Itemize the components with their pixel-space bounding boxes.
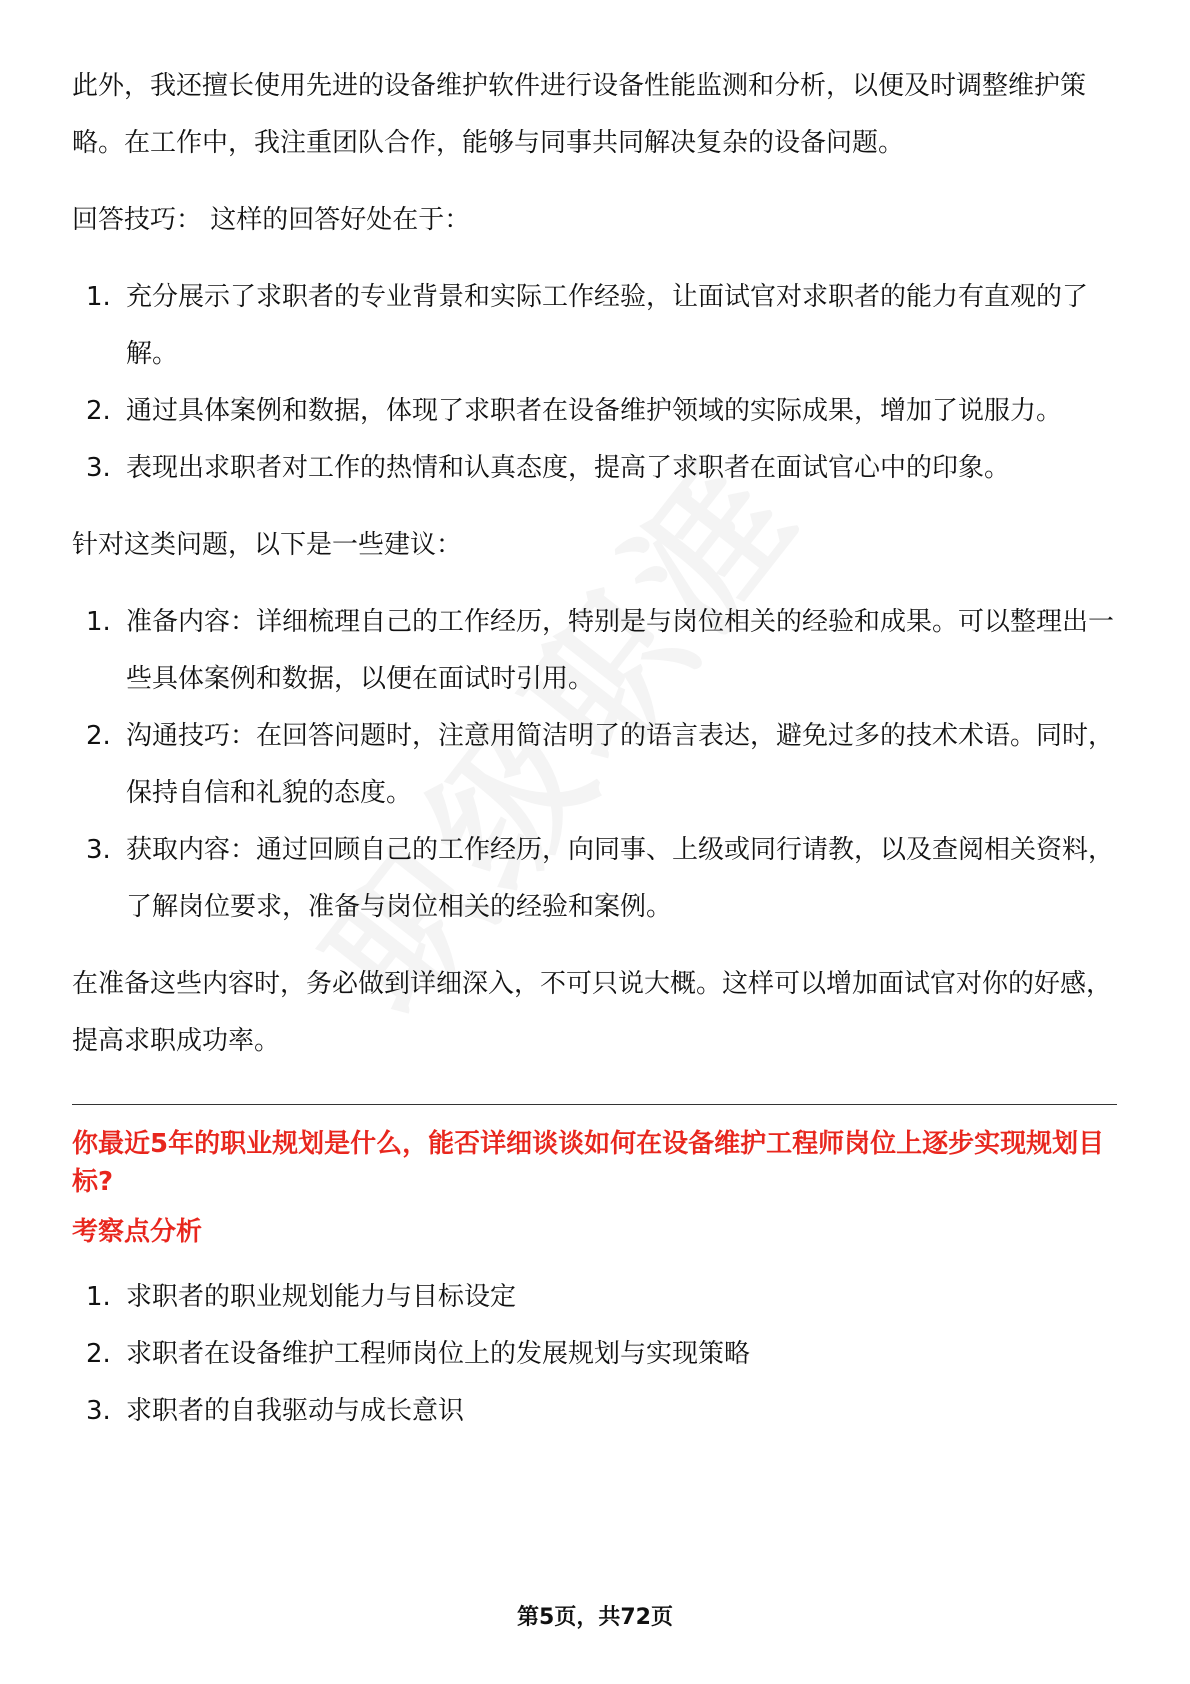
advice-text: 准备内容：详细梳理自己的工作经历，特别是与岗位相关的经验和成果。可以整理出一些具体案例和数据，以便在面试时引用。 xyxy=(126,607,1115,694)
list-item: 2. 通过具体案例和数据，体现了求职者在设备维护领域的实际成果，增加了说服力。 xyxy=(86,396,1063,426)
list-item: 3. 求职者的自我驱动与成长意识 xyxy=(86,1396,465,1426)
list-item: 2. 求职者在设备维护工程师岗位上的发展规划与实现策略 xyxy=(86,1339,751,1369)
list-item: 1. 准备内容：详细梳理自己的工作经历，特别是与岗位相关的经验和成果。可以整理出一些具体案例和数据，以便在面试时引用。 xyxy=(86,607,1115,694)
tips-list xyxy=(72,269,1117,497)
analysis-points-list xyxy=(72,1269,1117,1440)
tip-text: 通过具体案例和数据，体现了求职者在设备维护领域的实际成果，增加了说服力。 xyxy=(126,396,1063,426)
advice-text: 获取内容：通过回顾自己的工作经历，向同事、上级或同行请教，以及查阅相关资料，了解岗位要求，准备与岗位相关的经验和案例。 xyxy=(126,835,1115,922)
page-number: 第5页，共72页 xyxy=(517,1605,673,1630)
list-item: 2. 沟通技巧：在回答问题时，注意用简洁明了的语言表达，避免过多的技术术语。同时，保持自信和礼貌的态度。 xyxy=(86,721,1115,808)
tips-label: 回答技巧： 这样的回答好处在于： xyxy=(72,205,471,235)
list-item: 3. 表现出求职者对工作的热情和认真态度，提高了求职者在面试官心中的印象。 xyxy=(86,453,1011,483)
analysis-heading: 考察点分析 xyxy=(72,1217,203,1247)
advice-text: 沟通技巧：在回答问题时，注意用简洁明了的语言表达，避免过多的技术术语。同时，保持自信和礼貌的态度。 xyxy=(126,721,1115,808)
point-text: 求职者在设备维护工程师岗位上的发展规划与实现策略 xyxy=(126,1339,751,1369)
tip-text: 充分展示了求职者的专业背景和实际工作经验，让面试官对求职者的能力有直观的了解。 xyxy=(126,282,1089,369)
intro-paragraph: 此外，我还擅长使用先进的设备维护软件进行设备性能监测和分析，以便及时调整维护策略。在工作中，我注重团队合作，能够与同事共同解决复杂的设备问题。 xyxy=(72,71,1087,158)
advice-list xyxy=(72,594,1117,936)
advice-label: 针对这类问题，以下是一些建议： xyxy=(72,530,463,560)
closing-paragraph: 在准备这些内容时，务必做到详细深入，不可只说大概。这样可以增加面试官对你的好感，提高求职成功率。 xyxy=(72,969,1113,1056)
page-content xyxy=(72,58,1117,1440)
point-text: 求职者的自我驱动与成长意识 xyxy=(126,1396,465,1426)
point-text: 求职者的职业规划能力与目标设定 xyxy=(126,1282,517,1312)
question-heading: 你最近5年的职业规划是什么，能否详细谈谈如何在设备维护工程师岗位上逐步实现规划目标? xyxy=(72,1129,1105,1197)
list-item: 3. 获取内容：通过回顾自己的工作经历，向同事、上级或同行请教，以及查阅相关资料，了解岗位要求，准备与岗位相关的经验和案例。 xyxy=(86,835,1115,922)
list-item: 1. 充分展示了求职者的专业背景和实际工作经验，让面试官对求职者的能力有直观的了解。 xyxy=(86,282,1089,369)
tip-text: 表现出求职者对工作的热情和认真态度，提高了求职者在面试官心中的印象。 xyxy=(126,453,1011,483)
list-item: 1. 求职者的职业规划能力与目标设定 xyxy=(86,1282,517,1312)
